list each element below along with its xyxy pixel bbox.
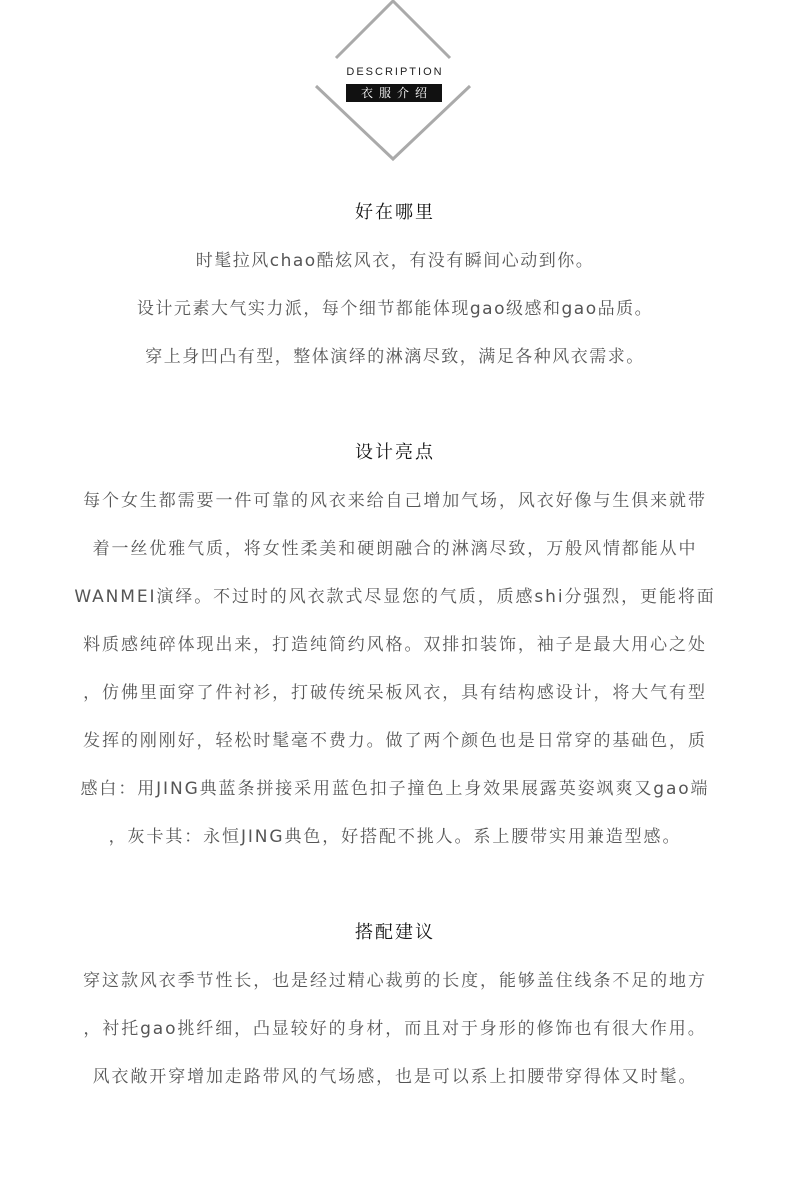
paragraph-line: 穿这款风衣季节性长，也是经过精心裁剪的长度，能够盖住线条不足的地方 — [83, 971, 707, 991]
diamond-top-line — [336, 1, 450, 58]
paragraph-line: ，衬托gao挑纤细，凸显较好的身材，而且对于身形的修饰也有很大作用。 — [83, 1019, 707, 1039]
description-title-en: DESCRIPTION — [346, 66, 444, 78]
paragraph-line: 料质感纯碎体现出来，打造纯简约风格。双排扣装饰，袖子是最大用心之处 — [83, 635, 707, 655]
description-title-cn: 衣服介绍 — [346, 84, 442, 102]
paragraph-line: 发挥的刚刚好，轻松时髦毫不费力。做了两个颜色也是日常穿的基础色，质 — [83, 731, 707, 751]
section-heading-design: 设计亮点 — [355, 442, 435, 463]
paragraph-line: ，灰卡其：永恒JING典色，好搭配不挑人。系上腰带实用兼造型感。 — [108, 827, 682, 847]
diamond-frame-icon — [0, 0, 790, 165]
paragraph-line: 风衣敞开穿增加走路带风的气场感，也是可以系上扣腰带穿得体又时髦。 — [92, 1067, 698, 1087]
paragraph-line: 穿上身凹凸有型，整体演绎的淋漓尽致，满足各种风衣需求。 — [145, 347, 645, 367]
paragraph-line: 每个女生都需要一件可靠的风衣来给自己增加气场，风衣好像与生俱来就带 — [83, 491, 707, 511]
paragraph-line: 感白：用JING典蓝条拼接采用蓝色扣子撞色上身效果展露英姿飒爽又gao端 — [80, 779, 710, 799]
section-heading-styling: 搭配建议 — [355, 922, 435, 943]
paragraph-line: ，仿佛里面穿了件衬衫，打破传统呆板风衣，具有结构感设计，将大气有型 — [83, 683, 707, 703]
paragraph-line: 着一丝优雅气质，将女性柔美和硬朗融合的淋漓尽致，万般风情都能从中 — [92, 539, 698, 559]
paragraph-line: 设计元素大气实力派，每个细节都能体现gao级感和gao品质。 — [136, 299, 654, 319]
description-header — [0, 0, 790, 165]
paragraph-line: 时髦拉风chao酷炫风衣，有没有瞬间心动到你。 — [195, 251, 595, 271]
section-heading-highlights: 好在哪里 — [355, 202, 435, 223]
paragraph-line: WANMEI演绎。不过时的风衣款式尽显您的气质，质感shi分强烈，更能将面 — [74, 587, 716, 607]
